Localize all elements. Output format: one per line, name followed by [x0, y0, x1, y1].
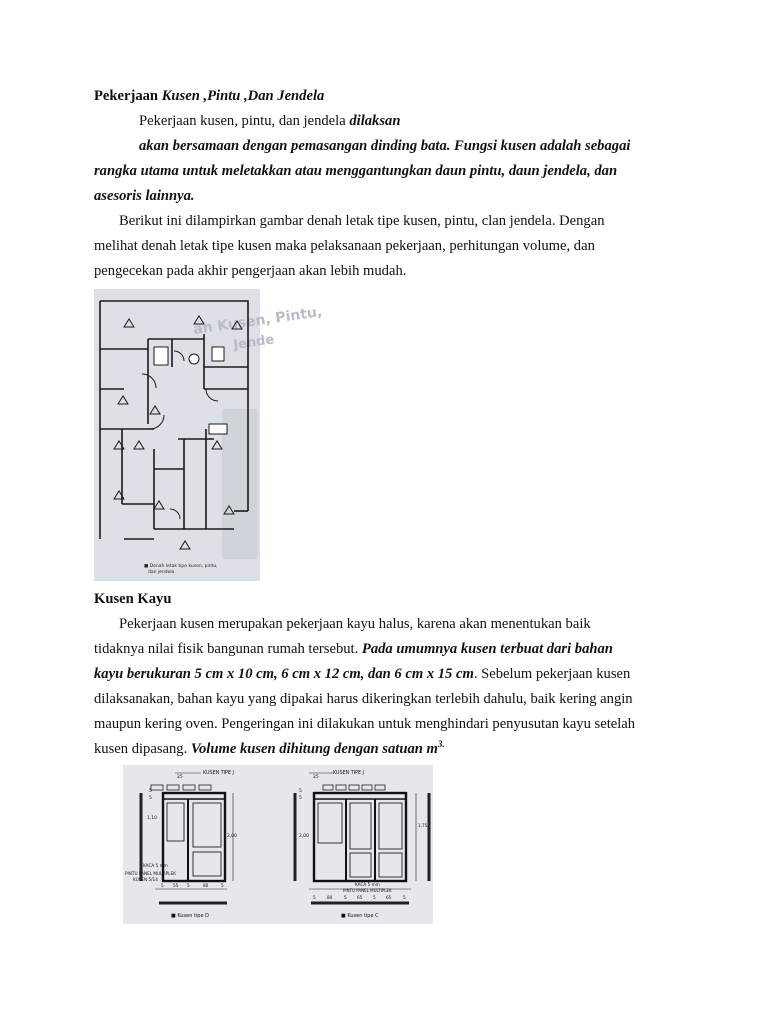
intro-line-4: asesoris lainnya. [94, 188, 195, 204]
right-dim-right: 1,75 [418, 823, 428, 828]
right-dim-b: 5 [299, 796, 302, 801]
kusen-line-1: Pekerjaan kusen merupakan pekerjaan kayu halus, karena akan menentukan baik [119, 616, 591, 632]
volume-unit-sup: 3. [437, 739, 445, 750]
left-w5: 5 [221, 883, 224, 888]
heading-italic: Kusen ,Pintu ,Dan Jendela [161, 88, 325, 104]
left-caption: ■ Kusen tipe D [171, 913, 209, 919]
kusen-line-3-bold-italic: kayu berukuran 5 cm x 10 cm, 6 cm x 12 cm, dan 6 cm x 15 cm [94, 666, 474, 682]
floor-plan-figure [94, 289, 324, 581]
para2-line-2: melihat denah letak tipe kusen maka pelaksanaan pekerjaan, perhitungan volume, dan [94, 238, 595, 254]
kusen-line-2-normal: tidaknya nilai fisik bangunan rumah tersebut. [94, 641, 359, 657]
para2-line-1: Berikut ini dilampirkan gambar denah letak tipe kusen, pintu, clan jendela. Dengan [119, 213, 605, 229]
right-label-type: KUSEN TIPE J [333, 771, 364, 776]
kusen-line-5: maupun kering oven. Pengeringan ini dilakukan untuk menghindari penyusutan kayu setelah [94, 716, 636, 732]
right-w5: 5 [373, 895, 376, 900]
left-w1: 5 [161, 883, 164, 888]
right-kaca: KACA 5 mm [355, 882, 380, 887]
left-kaca: KACA 5 mm [143, 863, 168, 868]
left-w2: 55 [173, 883, 179, 888]
kusen-kayu-title: Kusen Kayu [94, 591, 172, 607]
right-w4: 65 [357, 895, 363, 900]
right-caption: ■ Kusen tipe C [341, 913, 379, 919]
left-w3: 5 [187, 883, 190, 888]
door-frame-figure [123, 765, 433, 924]
left-pintu: PINTU PANEL MULTIPLEK [125, 871, 176, 876]
left-dim-a: 5 [149, 789, 152, 794]
right-pintu: PINTU PANEL MULTIPLEK [343, 888, 392, 893]
bg-text-1: an Kusen, Pintu, [192, 304, 324, 338]
left-dim-total: 2,00 [227, 834, 238, 839]
intro-line-1-bold-italic: dilaksan [349, 113, 401, 129]
right-dim-total: 2,00 [299, 834, 310, 839]
left-kusen: KUSEN 5/14 [133, 877, 158, 882]
kusen-line-6-bold-italic [191, 741, 445, 757]
right-w6: 65 [386, 895, 392, 900]
intro-line-1 [139, 112, 400, 130]
right-w2: 80 [327, 895, 333, 900]
floor-plan-caption-2: dan jendela [148, 570, 175, 575]
kusen-line-6 [94, 740, 445, 758]
left-dim-top: 25 [177, 775, 183, 780]
right-dim-a: 5 [299, 789, 302, 794]
right-dim-top: 25 [313, 775, 319, 780]
kusen-line-6-normal: kusen dipasang. [94, 741, 188, 757]
volume-text: Volume kusen dihitung dengan satuan m [190, 741, 438, 757]
right-w1: 5 [313, 895, 316, 900]
bg-text-2: Jende [232, 332, 276, 353]
kusen-line-4: dilaksanakan, bahan kayu yang dipakai harus dikeringkan terlebih dahulu, baik kering angin [94, 691, 633, 707]
door-frame-drawing [123, 765, 433, 924]
right-w3: 5 [344, 895, 347, 900]
kusen-line-3-normal: . Sebelum pekerjaan kusen [473, 666, 631, 682]
para2-line-3: pengecekan pada akhir pengerjaan akan lebih mudah. [94, 263, 407, 279]
section-heading [94, 87, 324, 105]
intro-line-2: akan bersamaan dengan pemasangan dinding bata. Fungsi kusen adalah sebagai [139, 138, 631, 154]
kusen-tipe-c [295, 770, 429, 919]
intro-line-1-normal: Pekerjaan kusen, pintu, dan jendela [139, 113, 346, 129]
kusen-line-2 [94, 640, 613, 658]
intro-line-3: rangka utama untuk meletakkan atau menggantungkan daun pintu, daun jendela, dan [94, 163, 618, 179]
left-dim-b: 5 [149, 796, 152, 801]
right-w7: 5 [403, 895, 406, 900]
heading-bold: Pekerjaan [94, 88, 159, 104]
floor-plan-caption-1: ■ Denah letak tipe kusen, pintu, [144, 564, 218, 569]
left-dim-height: 1,10 [147, 816, 158, 821]
left-label-type: KUSEN TIPE J [203, 771, 234, 776]
kusen-tipe-d [125, 770, 237, 919]
left-w4: 80 [203, 883, 209, 888]
kusen-line-2-bold-italic: Pada umumnya kusen terbuat dari bahan [361, 641, 613, 657]
floor-plan-drawing [94, 289, 324, 581]
kusen-line-3 [94, 665, 630, 683]
